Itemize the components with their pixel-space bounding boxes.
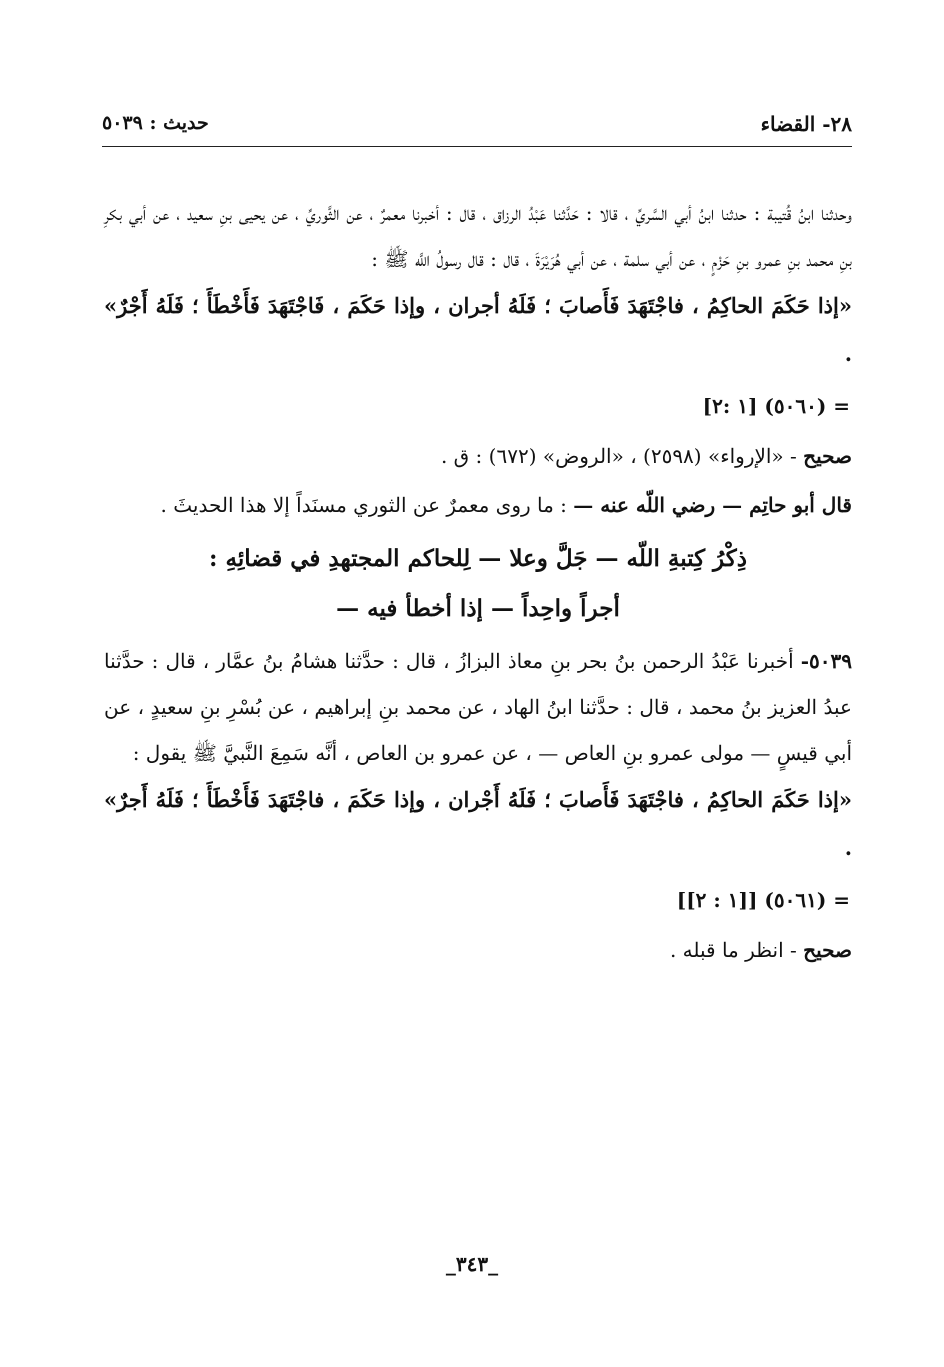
page-content (104, 190, 852, 976)
grade-line-2 (104, 924, 852, 976)
comment-text: : ما روى معمرٌ عن الثوري مسنَداً إلا هذا الحديثَ . (160, 493, 574, 517)
matn-paragraph-2: «إذا حَكَمَ الحاكِمُ ، فاجْتَهَدَ فَأَصابَ ؛ فَلَهُ أَجْران ، وإذا حَكَمَ ، فاجْتَهَدَ فَأَخْطَأَ ؛ فَلَهُ أَجرٌ» . (104, 787, 852, 860)
page-number: _٣٤٣_ (445, 1252, 499, 1276)
matn-paragraph-1: «إذا حَكَمَ الحاكِمُ ، فاجْتَهَدَ فَأَصابَ ؛ فَلَهُ أجران ، وإذا حَكَمَ ، فَاجْتَهَدَ فَأَخْطَأَ ؛ فَلَهُ أَجْرٌ» . (104, 293, 852, 366)
grade-word-2: صحيح (803, 938, 852, 962)
grade-note-2: - انظر ما قبله . (669, 938, 804, 962)
reference-line-1: = (٥٠٦٠) [١ :٢] (702, 394, 850, 418)
grade-word-1: صحيح (803, 444, 852, 468)
isnad-paragraph-1: وحدثنا ابنُ قُتيبة : حدثنا ابنُ أبي السَّريِّ ، قالا : حَدَّثنا عَبْدُ الرزاق ، قال : أخبرنا معمرٌ ، عن الثَّوريِّ ، عن يحيى بنِ سعيد ، عن أبي بكرِ بنِ محمد بنِ عمرو بنِ حَزْمٍ ، عن أبي سلمة ، عن أبي هُرَيْرَةَ ، قال : قال رسولُ اللَّه ﷺ : (104, 201, 852, 271)
isnad-text-2: أخبرنا عَبْدُ الرحمن بنُ بحر بنِ معاذ البزازُ ، قال : حدَّثنا هشامُ بنُ عمَّار ، قال : حدَّثنا عبدُ العزيز بنُ محمد ، قال : حدَّثنا ابنُ الهاد ، عن محمد بنِ إبراهيم ، عن بُسْرِ بنِ سعيدٍ ، عن أبي قيسٍ — مولى عمرو بنِ العاص — ، عن عمرو بن العاص ، أنَّه سَمِعَ النَّبيَّ ﷺ يقول : (104, 649, 852, 765)
isnad-paragraph-2 (104, 638, 852, 776)
running-header (102, 112, 852, 147)
reference-line-2: = (٥٠٦١) [[١ : ٢]] (676, 888, 850, 912)
comment-speaker: قال أبو حاتِم — رضي اللّه عنه — (573, 493, 852, 517)
header-hadith-number: حديث : ٥٠٣٩ (102, 112, 209, 134)
section-heading-line-2: أجراً واحِداً — إذا أخطأ فيه — (336, 595, 620, 622)
chapter-title: ٢٨- القضاء (760, 112, 852, 136)
grade-line-1 (104, 430, 852, 482)
section-heading (104, 534, 852, 634)
section-heading-line-1: ذِكْرُ كِتبةِ اللّه — جَلَّ وعلا — لِلحاكم المجتهدِ في قضائِهِ : (209, 545, 747, 572)
abu-hatim-comment (104, 482, 852, 528)
hadith-number: ٥٠٣٩- (800, 649, 852, 673)
grade-sources-1: - «الإرواء» (٢٥٩٨) ، «الروض» (٦٧٢) : ق . (440, 444, 804, 468)
